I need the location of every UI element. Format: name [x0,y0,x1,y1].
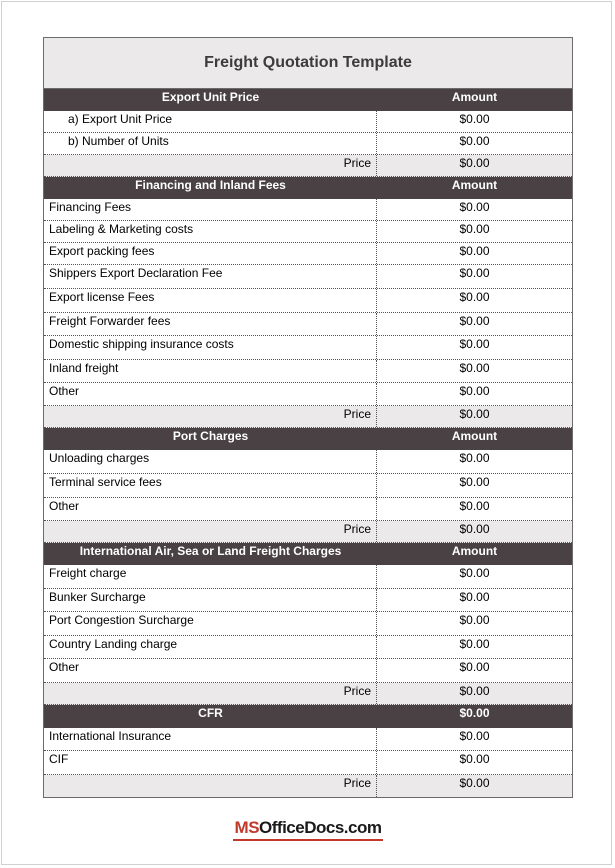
item-amount[interactable]: $0.00 [459,361,490,375]
section-title: CFR [198,706,223,720]
item-label: Inland freight [44,360,377,382]
item-amount[interactable]: $0.00 [459,590,490,604]
item-label: CIF [44,751,377,774]
amount-header: Amount [451,178,498,192]
item-label: Freight charge [44,565,377,588]
table-row [44,498,572,521]
section-header-export-unit-price [44,89,572,111]
item-amount[interactable]: $0.00 [459,499,490,513]
item-amount[interactable]: $0.00 [459,475,490,489]
item-amount[interactable]: $0.00 [459,613,490,627]
logo-ms: MS [234,818,260,837]
price-label: Price [44,521,377,542]
table-row [44,243,572,265]
price-row [44,155,572,177]
section-title: International Air, Sea or Land Freight Charges [79,544,342,558]
section-header-international-freight [44,543,572,565]
item-label: Other [44,498,377,520]
price-row [44,775,572,797]
table-row [44,450,572,474]
item-label: Shippers Export Declaration Fee [44,265,377,288]
table-row [44,289,572,313]
table-row [44,589,572,612]
item-label: Domestic shipping insurance costs [44,336,377,359]
section-header-cfr [44,705,572,728]
table-row [44,636,572,659]
table-row [44,313,572,336]
item-amount[interactable]: $0.00 [459,451,490,465]
item-amount[interactable]: $0.00 [459,660,490,674]
item-amount[interactable]: $0.00 [459,290,490,304]
item-label: Unloading charges [44,450,377,473]
amount-header: Amount [451,429,498,443]
msofficedocs-logo[interactable] [233,818,383,848]
item-label: Other [44,383,377,405]
item-label: Other [44,659,377,682]
item-label: a) Export Unit Price [44,111,377,132]
table-row [44,265,572,289]
price-amount[interactable]: $0.00 [459,407,490,421]
item-label: Freight Forwarder fees [44,313,377,335]
amount-header: Amount [451,90,498,104]
table-row [44,199,572,221]
table-row [44,659,572,683]
table-row [44,111,572,133]
item-label: Financing Fees [44,199,377,220]
table-row [44,360,572,383]
section-header-port-charges [44,428,572,450]
item-amount[interactable]: $0.00 [459,112,490,126]
price-label: Price [44,683,377,704]
price-label: Price [44,406,377,427]
item-label: b) Number of Units [44,133,377,154]
item-label: Export packing fees [44,243,377,264]
logo-text [235,818,382,838]
section-title: Financing and Inland Fees [135,178,286,192]
item-amount[interactable]: $0.00 [459,566,490,580]
table-row [44,751,572,775]
table-row [44,336,572,360]
item-amount[interactable]: $0.00 [459,244,490,258]
section-header-financing [44,177,572,199]
logo-underline [233,839,383,841]
price-row [44,683,572,705]
item-amount[interactable]: $0.00 [459,222,490,236]
price-amount[interactable]: $0.00 [459,684,490,698]
item-amount[interactable]: $0.00 [459,752,490,766]
item-amount[interactable]: $0.00 [459,337,490,351]
table-row [44,474,572,498]
item-amount[interactable]: $0.00 [459,637,490,651]
item-amount[interactable]: $0.00 [459,134,490,148]
item-amount[interactable]: $0.00 [459,266,490,280]
price-row [44,521,572,543]
table-row [44,221,572,243]
item-label: Bunker Surcharge [44,589,377,611]
item-label: Export license Fees [44,289,377,312]
table-row [44,133,572,155]
quotation-table [43,37,573,798]
price-label: Price [44,775,377,797]
item-label: International Insurance [44,728,377,750]
item-amount[interactable]: $0.00 [459,200,490,214]
logo-rest: OfficeDocs.com [259,818,382,837]
price-amount[interactable]: $0.00 [459,156,490,170]
item-label: Labeling & Marketing costs [44,221,377,242]
cfr-amount[interactable]: $0.00 [459,706,490,720]
table-row [44,728,572,751]
price-label: Price [44,155,377,176]
item-label: Port Congestion Surcharge [44,612,377,635]
item-amount[interactable]: $0.00 [459,384,490,398]
item-label: Terminal service fees [44,474,377,497]
price-amount[interactable]: $0.00 [459,776,490,790]
item-amount[interactable]: $0.00 [459,314,490,328]
item-amount[interactable]: $0.00 [459,729,490,743]
amount-header: Amount [451,544,498,558]
price-amount[interactable]: $0.00 [459,522,490,536]
item-label: Country Landing charge [44,636,377,658]
section-title: Export Unit Price [161,90,260,104]
section-title: Port Charges [172,429,249,443]
price-row [44,406,572,428]
table-row [44,383,572,406]
table-row [44,565,572,589]
table-row [44,612,572,636]
page-title: Freight Quotation Template [44,38,572,89]
